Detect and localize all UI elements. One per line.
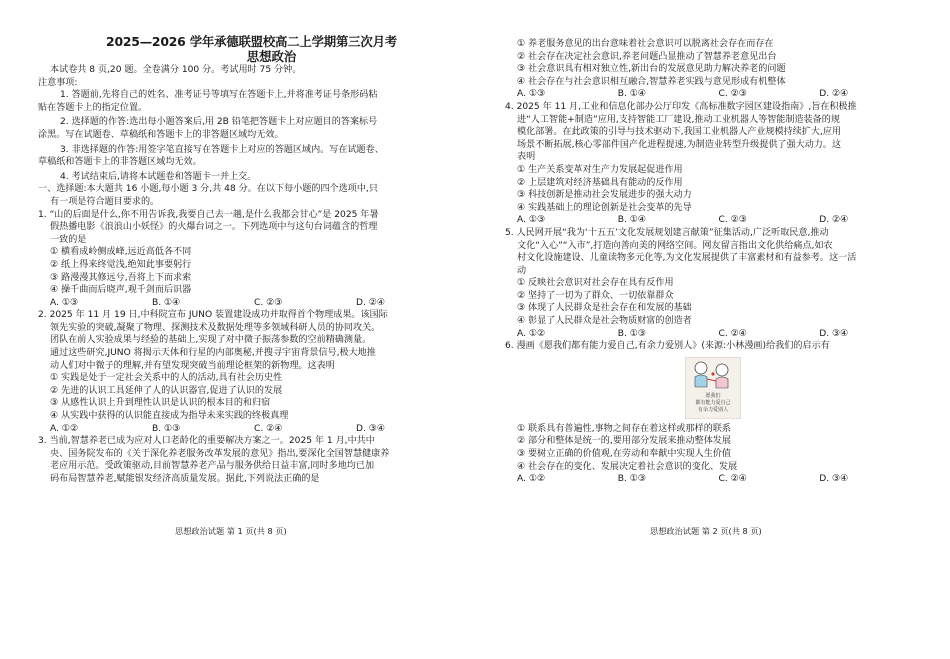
note-4: 4. 考试结束后,请将本试题卷和答题卡一并上交。 xyxy=(60,171,257,182)
answer-choices xyxy=(38,423,465,436)
option: ④ 从实践中获得的认识能直接成为指导未来实践的终极真理 xyxy=(50,411,289,422)
page-footer: 思想政治试题 第 1 页(共 8 页) xyxy=(175,526,287,536)
option: ① 养老服务意见的出台意味着社会意识可以脱离社会存在而存在 xyxy=(517,39,774,49)
option: ③ 从感性认识上升到理性认识是认识的根本目的和归宿 xyxy=(50,398,271,409)
choice-b: B. ①③ xyxy=(617,474,647,485)
choice-a: A. ①③ xyxy=(517,215,546,226)
choice-c: C. ②④ xyxy=(718,328,747,339)
choice-b: B. ①④ xyxy=(152,297,181,308)
cartoon-caption-line-2: 都有能力爱自己 xyxy=(695,399,731,406)
page-2 xyxy=(475,0,950,659)
answer-choices xyxy=(505,88,920,101)
option: ② 社会存在决定社会意识,养老问题凸显推动了智慧养老意见出台 xyxy=(517,51,777,62)
cartoon-caption-line-1: 愿我们 xyxy=(705,392,721,399)
choice-b: B. ①③ xyxy=(152,423,181,434)
option: ③ 路漫漫其修远兮,吾将上下而求索 xyxy=(50,272,192,283)
choice-c: C. ②④ xyxy=(718,474,747,485)
option: ④ 彰显了人民群众是社会物质财富的创造者 xyxy=(517,316,692,327)
option: ① 生产关系变革对生产力发展起促进作用 xyxy=(517,164,683,175)
note-1: 1. 答题前,先将自己的姓名、准考证号等填写在答题卡上,并将准考证号条形码粘 贴在答题卡上的指定位置。 xyxy=(38,90,378,113)
choice-a: A. ①③ xyxy=(517,89,546,100)
option: ③ 科技创新是推动社会发展进步的强大动力 xyxy=(517,190,692,201)
choice-c: C. ②④ xyxy=(254,423,283,434)
option: ② 上层建筑对经济基础具有能动的反作用 xyxy=(517,177,683,188)
option: ④ 社会存在的变化、发展决定着社会意识的变化、发展 xyxy=(517,461,738,472)
question-3-options xyxy=(505,38,920,101)
section-heading: 一、选择题:本大题共 16 小题,每小题 3 分,共 48 分。在以下每小题的四个选项中,只 有一项是符合题目要求的。 xyxy=(38,184,378,207)
choice-c: C. ②③ xyxy=(718,89,747,100)
page-footer: 思想政治试题 第 2 页(共 8 页) xyxy=(650,526,762,536)
question-4: 4. 2025 年 11 月,工业和信息化部办公厅印发《高标准数字园区建设指南》,旨在积极推 进“人工智能+制造”应用,支持智能工厂建设,推动工业机器人等智能制造装备的规 模化部署。在此政策的引导与技术驱动下,我国工业机器人产业规模持续扩大,应用 场景不断拓展,核心零部件国产化进程提速,为制造业转型升级提供了强大动力。这 表明 ① 生产关系变革对生产力发展起促进作用 ② 上层建筑对经济基础具有能动的反作用 ③ 科技创新是推动社会发展进步的强大动力 ④ 实践基础上的理论创新是社会变革的先导 A. ①③ B. ①④ C. ②③ D. ②④ xyxy=(505,101,920,227)
choice-d: D. ③④ xyxy=(819,328,849,339)
choice-b: B. ①④ xyxy=(617,89,647,100)
option: ② 坚持了一切为了群众、一切依靠群众 xyxy=(517,290,674,301)
option: ② 先进的认识工具延伸了人的认识器官,促进了认识的发展 xyxy=(50,385,283,396)
option: ② 部分和整体是统一的,要用部分发展来推动整体发展 xyxy=(517,436,731,447)
question-6: 6. 漫画《愿我们都有能力爱自己,有余力爱别人》(来源:小林漫画)给我们的启示有 愿我们 都有能力爱自己 有余力爱别人 ① 联系具有普遍性,事物之间存在着这样或那样的联系 ② 部分和整体是统一的,要用部分发展来推动整体发展 ③ 要树立正确的价值观,在劳动和奉献中实现人生价值 ④ 社会存在的变化、发展决定着社会意识的变化、发展 A. ①② B. ①③ C. ②④ D. ③④ xyxy=(505,340,920,486)
choice-a: A. ①③ xyxy=(50,297,79,308)
question-1: 1. “山的后面是什么,你不用告诉我,我要自己去一趟,是什么我都会甘心”是 2025 年暑 假热播电影《浪浪山小妖怪》的火爆台词之一。下列选项中与这句台词蕴含的哲理 一致的是 ① 横看成岭侧成峰,远近高低各不同 ② 纸上得来终觉浅,绝知此事要躬行 ③ 路漫漫其修远兮,吾将上下而求索 ④ 操千曲而后晓声,观千剑而后识器 A. ①③ B. ①④ C. ②③ D. ②④ xyxy=(38,209,465,310)
choice-a: A. ①② xyxy=(517,328,546,339)
option: ④ 操千曲而后晓声,观千剑而后识器 xyxy=(50,285,192,296)
choice-b: B. ①③ xyxy=(617,328,647,339)
question-2: 2. 2025 年 11 月 19 日,中科院宣布 JUNO 装置建设成功并取得首个物理成果。该国际 领先实验的突破,凝聚了物理、探测技术及数据处理等多领域科研人员的协同攻关。 团队在前人实验成果与经验的基础上,实现了对中微子振荡参数的空前精确测量。 通过这些研究,JUNO 将揭示天体和行星的内部奥秘,并搜寻宇宙背景信号,极大地推 动人们对中微子的理解,并有望发现突破当前理论框架的新物理。这表明 ① 实践是处于一定社会关系中的人的活动,具有社会历史性 ② 先进的认识工具延伸了人的认识器官,促进了认识的发展 ③ 从感性认识上升到理性认识是认识的根本目的和归宿 ④ 从实践中获得的认识能直接成为指导未来实践的终极真理 A. ①② B. ①③ C. ②④ D. ③④ xyxy=(38,309,465,435)
cartoon-illustration xyxy=(685,357,741,419)
exam-title: 2025—2026 学年承德联盟校高二上学期第三次月考 xyxy=(106,34,397,49)
answer-choices xyxy=(38,297,465,310)
notes-title: 注意事项: xyxy=(38,77,78,88)
choice-d: D. ②④ xyxy=(819,215,849,226)
choice-c: C. ②③ xyxy=(718,215,747,226)
cartoon-caption-line-3: 有余力爱别人 xyxy=(697,406,729,413)
answer-choices xyxy=(505,214,920,227)
choice-b: B. ①④ xyxy=(617,215,647,226)
option: ① 反映社会意识对社会存在具有反作用 xyxy=(517,278,674,289)
choice-d: D. ②④ xyxy=(356,297,386,308)
option: ③ 要树立正确的价值观,在劳动和奉献中实现人生价值 xyxy=(517,449,731,460)
option: ① 实践是处于一定社会关系中的人的活动,具有社会历史性 xyxy=(50,373,283,384)
option: ① 联系具有普遍性,事物之间存在着这样或那样的联系 xyxy=(517,423,731,434)
choice-d: D. ③④ xyxy=(356,423,386,434)
answer-choices xyxy=(505,328,920,341)
option: ③ 社会意识具有相对独立性,新出台的发展意见助力解决养老的问题 xyxy=(517,64,786,75)
note-2: 2. 选择题的作答:选出每小题答案后,用 2B 铅笔把答题卡上对应题目的答案标号 涂黑。写在试题卷、草稿纸和答题卡上的非答题区域均无效。 xyxy=(38,117,378,140)
option: ③ 体现了人民群众是社会存在和发展的基础 xyxy=(517,303,692,314)
option: ② 纸上得来终觉浅,绝知此事要躬行 xyxy=(50,259,192,270)
paper-info: 本试卷共 8 页,20 题。全卷满分 100 分。考试用时 75 分钟。 xyxy=(50,65,302,75)
choice-a: A. ①② xyxy=(50,423,79,434)
choice-d: D. ③④ xyxy=(819,474,849,485)
option: ① 横看成岭侧成峰,远近高低各不同 xyxy=(50,247,192,258)
question-3: 3. 当前,智慧养老已成为应对人口老龄化的重要解决方案之一。2025 年 1 月,中共中 央、国务院发布的《关于深化养老服务改革发展的意见》指出,要深化全国智慧健康养 老应用示范。受政策驱动,目前智慧养老产品与服务供给日益丰富,同时多地均已加 码布局智慧养老,赋能银发经济高质量发展。据此,下列说法正确的是 xyxy=(38,436,390,484)
choice-d: D. ②④ xyxy=(819,89,849,100)
option: ④ 社会存在与社会意识相互融合,智慧养老实践与意见形成有机整体 xyxy=(517,76,786,87)
subject-title: 思想政治 xyxy=(246,49,297,64)
choice-a: A. ①② xyxy=(517,474,546,485)
answer-choices xyxy=(505,473,920,486)
question-5: 5. 人民网开展“我为‘十五五’文化发展规划建言献策”征集活动,广泛听取民意,推动 文化“入心”“入市”,打造向善向美的网络空间。网友留言指出文化供给痛点,如农 村文化设施建设、儿童读物多元化等,为文化发展提供了丰富素材和有益参考。这一活 动 ① 反映社会意识对社会存在具有反作用 ② 坚持了一切为了群众、一切依靠群众 ③ 体现了人民群众是社会存在和发展的基础 ④ 彰显了人民群众是社会物质财富的创造者 A. ①② B. ①③ C. ②④ D. ③④ xyxy=(505,227,920,340)
option: ④ 实践基础上的理论创新是社会变革的先导 xyxy=(517,202,692,213)
choice-c: C. ②③ xyxy=(254,297,283,308)
note-3: 3. 非选择题的作答:用签字笔直接写在答题卡上对应的答题区域内。写在试题卷、 草稿纸和答题卡上的非答题区域均无效。 xyxy=(38,144,384,168)
